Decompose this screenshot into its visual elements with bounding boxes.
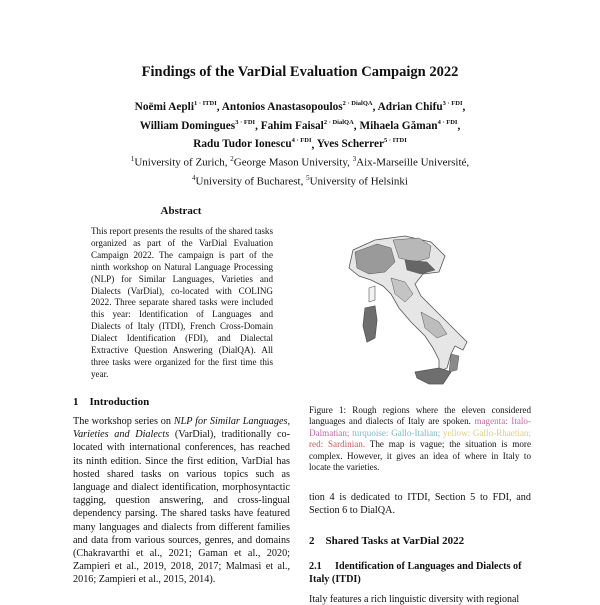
author: Mihaela Găman$^{4 \cdot FDI}$	[359, 118, 458, 132]
abstract-heading: Abstract	[160, 205, 202, 217]
author: William Domingues$^{3 \cdot FDI}$	[139, 118, 256, 132]
italy-map-figure	[335, 222, 475, 404]
abstract-text: This report presents the results of the shared tasks organized as part of the VarDial Evaluation Campaign 2022. The campaign is part of the ninth workshop on Natural Language Processing (NLP) for Similar Languages, Varieties and Dialects (VarDial), co-located with COLING 2022. Three separate shared tasks were included this year: Identification of Languages and Dialects of Italy (ITDI), French Cross-Domain Dialect Identification (FDI), and Dialectal Extractive Question Answering (DialQA). All three tasks were organized for the first time this year.	[91, 226, 273, 379]
section-1-text: The workshop series on NLP for Similar Languages, Varieties and Dialects (VarDial), traditionally co-located with international conferences, has reached its ninth edition. Since the first edition, VarDial has hosted shared tasks on various topics such as language and dialect identification, morphosyntactic tagging, question answering, and cross-lingual dependency parsing. The shared tasks have featured many languages and dialects from different families and data from various sources, genres, and domains (Chakravarthi et al., 2021; Gaman et al., 2020; Zampieri et al., 2019, 2018, 2017; Malmasi et al., 2016; Zampieri et al., 2015, 2014).	[73, 416, 291, 586]
column-2-text: tion 4 is dedicated to ITDI, Section 5 to FDI, and Section 6 to DialQA.	[309, 492, 531, 517]
author: Fahim Faisal$^{2 \cdot DialQA}$	[260, 118, 354, 132]
paper-title: Findings of the VarDial Evaluation Campaign 2022	[141, 64, 459, 80]
author: Antonios Anastasopoulos$^{2 \cdot DialQA}$	[221, 100, 373, 113]
author: Adrian Chifu$^{3 \cdot FDI}$	[377, 100, 463, 113]
corsica	[369, 286, 375, 302]
section-2-heading: 2 Shared Tasks at VarDial 2022	[309, 535, 465, 547]
column-2-bottom-text: Italy features a rich linguistic diversity with regional	[309, 594, 520, 605]
author: Noëmi Aepli$^{1 \cdot ITDI}$	[134, 100, 217, 113]
calabria	[449, 354, 459, 372]
figure-caption: Figure 1: Rough regions where the eleven considered languages and dialects of Italy are spoken. magenta: Italo-Dalmatian; turquoise: Gallo-Italian; yellow: Gallo-Rhaetian; red: Sardinian. The map is vague; the situation is more complex. However, it gives an idea of where in Italy to locate the varieties.	[309, 405, 532, 473]
author-list: Noëmi Aepli$^{1 \cdot ITDI}$, Antonios Anastasopoulos$^{2 \cdot DialQA}$, Adrian Chifu$^{3 \cdot FDI}$, William Domingues$^{3 \cdot FDI}$, Fahim Faisal$^{2 \cdot DialQA}$, Mihaela Găman$^{4 \cdot FDI}$, Radu Tudor Ionescu$^{4 \cdot FDI}$, Yves Scherrer$^{5 \cdot ITDI}$	[134, 100, 466, 151]
sicily	[415, 368, 451, 384]
subsection-2-1-heading: 2.1 Identification of Languages and Dialects of Italy (ITDI)	[309, 561, 522, 585]
author: Yves Scherrer$^{5 \cdot ITDI}$	[316, 137, 407, 151]
sardinia	[363, 306, 377, 342]
author: Radu Tudor Ionescu$^{4 \cdot FDI}$	[193, 137, 312, 151]
affiliations: $^1$University of Zurich, $^2$George Mason University, $^3$Aix-Marseille Université, $^4$University of Bucharest, $^5$University of Helsinki	[130, 155, 470, 188]
section-1-heading: 1 Introduction	[73, 396, 150, 408]
